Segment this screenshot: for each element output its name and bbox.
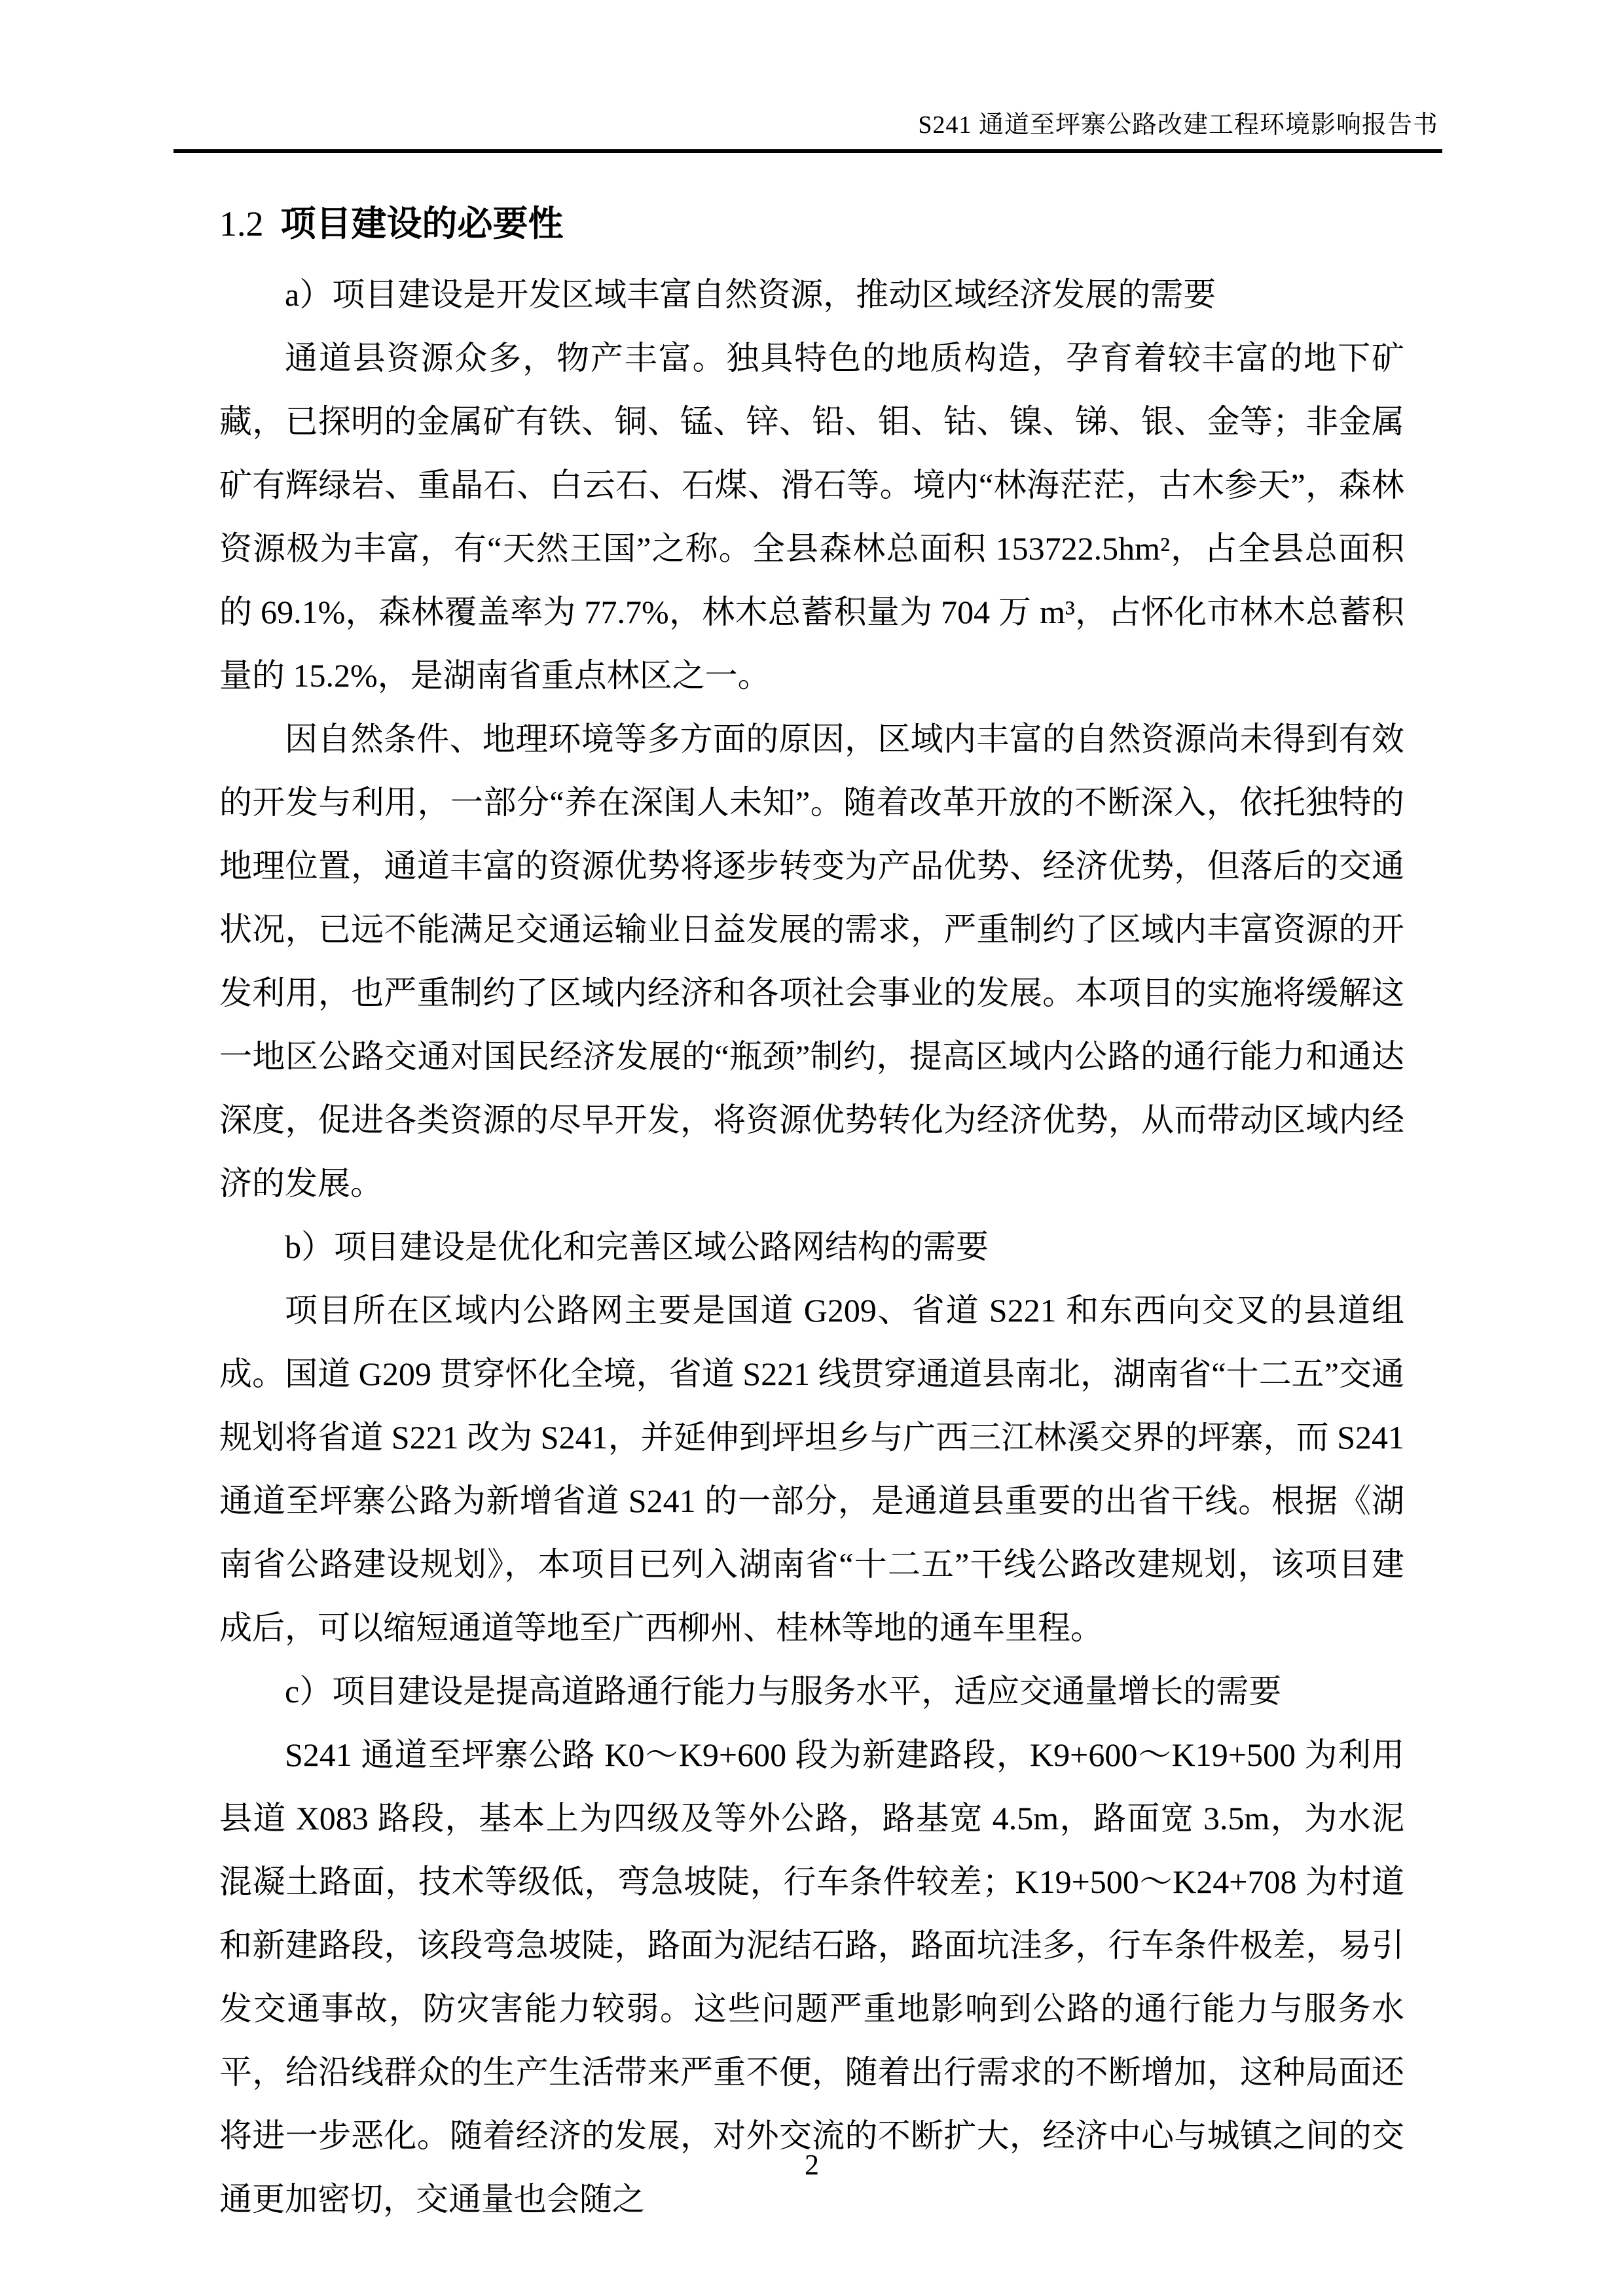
- paragraph-development: 因自然条件、地理环境等多方面的原因，区域内丰富的自然资源尚未得到有效的开发与利用，一部分“养在深闺人未知”。随着改革开放的不断深入，依托独特的地理位置，通道丰富的资源优势将逐步转变为产品优势、经济优势，但落后的交通状况，已远不能满足交通运输业日益发展的需求，严重制约了区域内丰富资源的开发利用，也严重制约了区域内经济和各项社会事业的发展。本项目的实施将缓解这一地区公路交通对国民经济发展的“瓶颈”制约，提高区域内公路的通行能力和通达深度，促进各类资源的尽早开发，将资源优势转化为经济优势，从而带动区域内经济的发展。: [219, 721, 1404, 1202]
- section-title: 项目建设的必要性: [280, 204, 564, 243]
- paragraph-subheading-b: b）项目建设是优化和完善区域公路网结构的需要: [285, 1229, 989, 1265]
- paragraph-road-condition: S241 通道至坪寨公路 K0～K9+600 段为新建路段，K9+600～K19+500 为利用县道 X083 路段，基本上为四级及等外公路，路基宽 4.5m，路面宽 3.5m，为水泥混凝土路面，技术等级低，弯急坡陡，行车条件较差；K19+500～K24+708 为村道和新建路段，该段弯急坡陡，路面为泥结石路，路面坑洼多，行车条件极差，易引发交通事故，防灾害能力较弱。这些问题严重地影响到公路的通行能力与服务水平，给沿线群众的生产生活带来严重不便，随着出行需求的不断增加，这种局面还将进一步恶化。随着经济的发展，对外交流的不断扩大，经济中心与城镇之间的交通更加密切，交通量也会随之: [219, 1736, 1404, 2217]
- section-heading: [219, 203, 1404, 245]
- page-number: 2: [805, 2149, 819, 2181]
- section-number: 1.2: [219, 204, 264, 243]
- paragraph-road-network: 项目所在区域内公路网主要是国道 G209、省道 S221 和东西向交叉的县道组成。国道 G209 贯穿怀化全境，省道 S221 线贯穿通道县南北，湖南省“十二五”交通规划将省道 S221 改为 S241，并延伸到坪坦乡与广西三江林溪交界的坪寨，而 S241 通道至坪寨公路为新增省道 S241 的一部分，是通道县重要的出省干线。根据《湖南省公路建设规划》，本项目已列入湖南省“十二五”干线公路改建规划，该项目建成后，可以缩短通道等地至广西柳州、桂林等地的通车里程。: [219, 1292, 1404, 1646]
- paragraph-resources: 通道县资源众多，物产丰富。独具特色的地质构造，孕育着较丰富的地下矿藏，已探明的金属矿有铁、铜、锰、锌、铅、钼、钴、镍、锑、银、金等；非金属矿有辉绿岩、重晶石、白云石、石煤、滑石等。境内“林海茫茫，古木参天”，森林资源极为丰富，有“天然王国”之称。全县森林总面积 153722.5hm²，占全县总面积的 69.1%，森林覆盖率为 77.7%，林木总蓄积量为 704 万 m³，占怀化市林木总蓄积量的 15.2%，是湖南省重点林区之一。: [219, 340, 1404, 694]
- page-header: [173, 0, 1442, 153]
- page-footer: [219, 2148, 1404, 2182]
- paragraph-subheading-c: c）项目建设是提高道路通行能力与服务水平，适应交通量增长的需要: [285, 1673, 1282, 1710]
- paragraph-subheading-a: a）项目建设是开发区域丰富自然资源，推动区域经济发展的需要: [285, 276, 1216, 313]
- header-title: S241 通道至坪寨公路改建工程环境影响报告书: [918, 111, 1438, 139]
